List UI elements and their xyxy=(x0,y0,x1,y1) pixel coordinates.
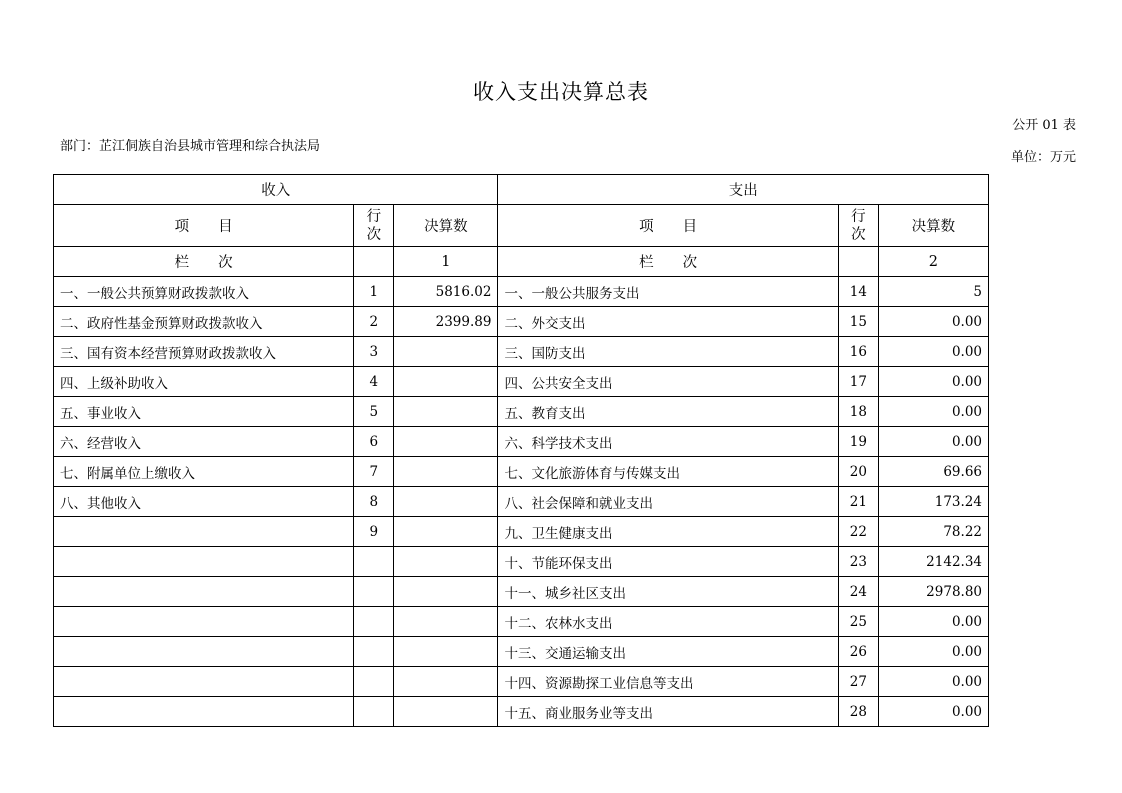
unit-label: 单位：万元 xyxy=(1010,150,1076,165)
table-row xyxy=(54,457,989,487)
table-row xyxy=(54,637,989,667)
income-item-cell: 六、经营收入 xyxy=(54,427,354,457)
header-row-sections xyxy=(54,175,989,205)
income-row-number-cell: 3 xyxy=(354,337,394,367)
department-label: 部门：芷江侗族自治县城市管理和综合执法局 xyxy=(60,139,321,154)
expense-row-number-cell: 16 xyxy=(838,337,878,367)
income-row-number-cell: 1 xyxy=(354,277,394,307)
table-row xyxy=(54,397,989,427)
expense-row-number-cell: 15 xyxy=(838,307,878,337)
income-amount-cell xyxy=(394,487,498,517)
expense-item-cell: 十三、交通运输支出 xyxy=(498,637,838,667)
table-row xyxy=(54,547,989,577)
income-row-number-cell: 2 xyxy=(354,307,394,337)
income-row-number-cell xyxy=(354,697,394,727)
income-row-number-cell xyxy=(354,607,394,637)
income-amount-cell xyxy=(394,697,498,727)
income-row-number-cell: 5 xyxy=(354,397,394,427)
expense-row-number-cell: 17 xyxy=(838,367,878,397)
expense-item-cell: 六、科学技术支出 xyxy=(498,427,838,457)
income-amount-cell xyxy=(394,337,498,367)
income-amount-cell xyxy=(394,517,498,547)
income-row-number-cell: 4 xyxy=(354,367,394,397)
income-column-label: 栏 次 xyxy=(54,247,354,277)
expense-column-label: 栏 次 xyxy=(498,247,838,277)
income-row-number-cell xyxy=(354,667,394,697)
expense-item-header: 项 目 xyxy=(498,205,838,247)
expense-row-number-cell: 28 xyxy=(838,697,878,727)
income-item-cell: 四、上级补助收入 xyxy=(54,367,354,397)
expense-amount-cell: 5 xyxy=(878,277,988,307)
expense-column-number: 2 xyxy=(878,247,988,277)
income-row-number-cell: 7 xyxy=(354,457,394,487)
table-row xyxy=(54,667,989,697)
income-amount-cell: 2399.89 xyxy=(394,307,498,337)
expense-row-number-cell: 24 xyxy=(838,577,878,607)
income-item-cell xyxy=(54,577,354,607)
income-section-header: 收入 xyxy=(54,175,498,205)
expense-amount-cell: 0.00 xyxy=(878,697,988,727)
expense-row-number-cell: 20 xyxy=(838,457,878,487)
income-row-number-cell: 8 xyxy=(354,487,394,517)
income-amount-cell xyxy=(394,397,498,427)
income-amount-cell xyxy=(394,637,498,667)
expense-row-number-cell: 27 xyxy=(838,667,878,697)
expense-item-cell: 三、国防支出 xyxy=(498,337,838,367)
income-amount-cell xyxy=(394,667,498,697)
income-item-cell: 五、事业收入 xyxy=(54,397,354,427)
expense-amount-cell: 173.24 xyxy=(878,487,988,517)
expense-row-number-cell: 23 xyxy=(838,547,878,577)
income-row-number-cell xyxy=(354,637,394,667)
expense-item-cell: 一、一般公共服务支出 xyxy=(498,277,838,307)
expense-row-number-cell: 14 xyxy=(838,277,878,307)
income-item-cell: 一、一般公共预算财政拨款收入 xyxy=(54,277,354,307)
expense-row-number-cell: 26 xyxy=(838,637,878,667)
expense-row-no-header: 行次 xyxy=(838,205,878,247)
income-item-cell: 三、国有资本经营预算财政拨款收入 xyxy=(54,337,354,367)
income-item-cell xyxy=(54,637,354,667)
income-item-cell: 七、附属单位上缴收入 xyxy=(54,457,354,487)
income-column-blank xyxy=(354,247,394,277)
page-title: 收入支出决算总表 xyxy=(473,80,649,104)
income-row-number-cell xyxy=(354,577,394,607)
income-expense-table xyxy=(53,174,989,727)
income-amount-cell xyxy=(394,367,498,397)
income-row-number-cell xyxy=(354,547,394,577)
expense-item-cell: 十二、农林水支出 xyxy=(498,607,838,637)
income-item-cell xyxy=(54,697,354,727)
table-row xyxy=(54,697,989,727)
expense-amount-cell: 2978.80 xyxy=(878,577,988,607)
expense-column-blank xyxy=(838,247,878,277)
expense-amount-header: 决算数 xyxy=(878,205,988,247)
income-row-number-cell: 9 xyxy=(354,517,394,547)
table-row xyxy=(54,517,989,547)
expense-amount-cell: 0.00 xyxy=(878,367,988,397)
expense-amount-cell: 0.00 xyxy=(878,607,988,637)
expense-row-number-cell: 25 xyxy=(838,607,878,637)
expense-item-cell: 十四、资源勘探工业信息等支出 xyxy=(498,667,838,697)
table-row xyxy=(54,367,989,397)
income-item-cell: 二、政府性基金预算财政拨款收入 xyxy=(54,307,354,337)
expense-amount-cell: 0.00 xyxy=(878,637,988,667)
expense-amount-cell: 0.00 xyxy=(878,667,988,697)
table-row xyxy=(54,487,989,517)
income-amount-cell xyxy=(394,607,498,637)
expense-item-cell: 二、外交支出 xyxy=(498,307,838,337)
income-item-cell xyxy=(54,607,354,637)
expense-row-number-cell: 21 xyxy=(838,487,878,517)
table-row xyxy=(54,307,989,337)
expense-amount-cell: 0.00 xyxy=(878,397,988,427)
income-amount-cell xyxy=(394,427,498,457)
income-item-header: 项 目 xyxy=(54,205,354,247)
income-amount-header: 决算数 xyxy=(394,205,498,247)
expense-section-header: 支出 xyxy=(498,175,989,205)
header-row-column-numbers xyxy=(54,247,989,277)
expense-item-cell: 十、节能环保支出 xyxy=(498,547,838,577)
table-row xyxy=(54,607,989,637)
expense-amount-cell: 69.66 xyxy=(878,457,988,487)
expense-item-cell: 十五、商业服务业等支出 xyxy=(498,697,838,727)
expense-amount-cell: 0.00 xyxy=(878,427,988,457)
expense-item-cell: 九、卫生健康支出 xyxy=(498,517,838,547)
table-row xyxy=(54,427,989,457)
table-row xyxy=(54,277,989,307)
expense-item-cell: 十一、城乡社区支出 xyxy=(498,577,838,607)
income-amount-cell: 5816.02 xyxy=(394,277,498,307)
expense-item-cell: 五、教育支出 xyxy=(498,397,838,427)
expense-item-cell: 八、社会保障和就业支出 xyxy=(498,487,838,517)
expense-amount-cell: 78.22 xyxy=(878,517,988,547)
header-row-columns xyxy=(54,205,989,247)
income-item-cell xyxy=(54,517,354,547)
income-item-cell: 八、其他收入 xyxy=(54,487,354,517)
form-number: 公开 01 表 xyxy=(1012,118,1076,133)
expense-amount-cell: 2142.34 xyxy=(878,547,988,577)
income-amount-cell xyxy=(394,577,498,607)
income-item-cell xyxy=(54,547,354,577)
table-row xyxy=(54,337,989,367)
table-row xyxy=(54,577,989,607)
expense-item-cell: 四、公共安全支出 xyxy=(498,367,838,397)
income-row-number-cell: 6 xyxy=(354,427,394,457)
income-amount-cell xyxy=(394,547,498,577)
expense-row-number-cell: 22 xyxy=(838,517,878,547)
income-amount-cell xyxy=(394,457,498,487)
expense-row-number-cell: 18 xyxy=(838,397,878,427)
expense-row-number-cell: 19 xyxy=(838,427,878,457)
income-row-no-header: 行次 xyxy=(354,205,394,247)
expense-amount-cell: 0.00 xyxy=(878,307,988,337)
expense-item-cell: 七、文化旅游体育与传媒支出 xyxy=(498,457,838,487)
income-column-number: 1 xyxy=(394,247,498,277)
expense-amount-cell: 0.00 xyxy=(878,337,988,367)
income-item-cell xyxy=(54,667,354,697)
